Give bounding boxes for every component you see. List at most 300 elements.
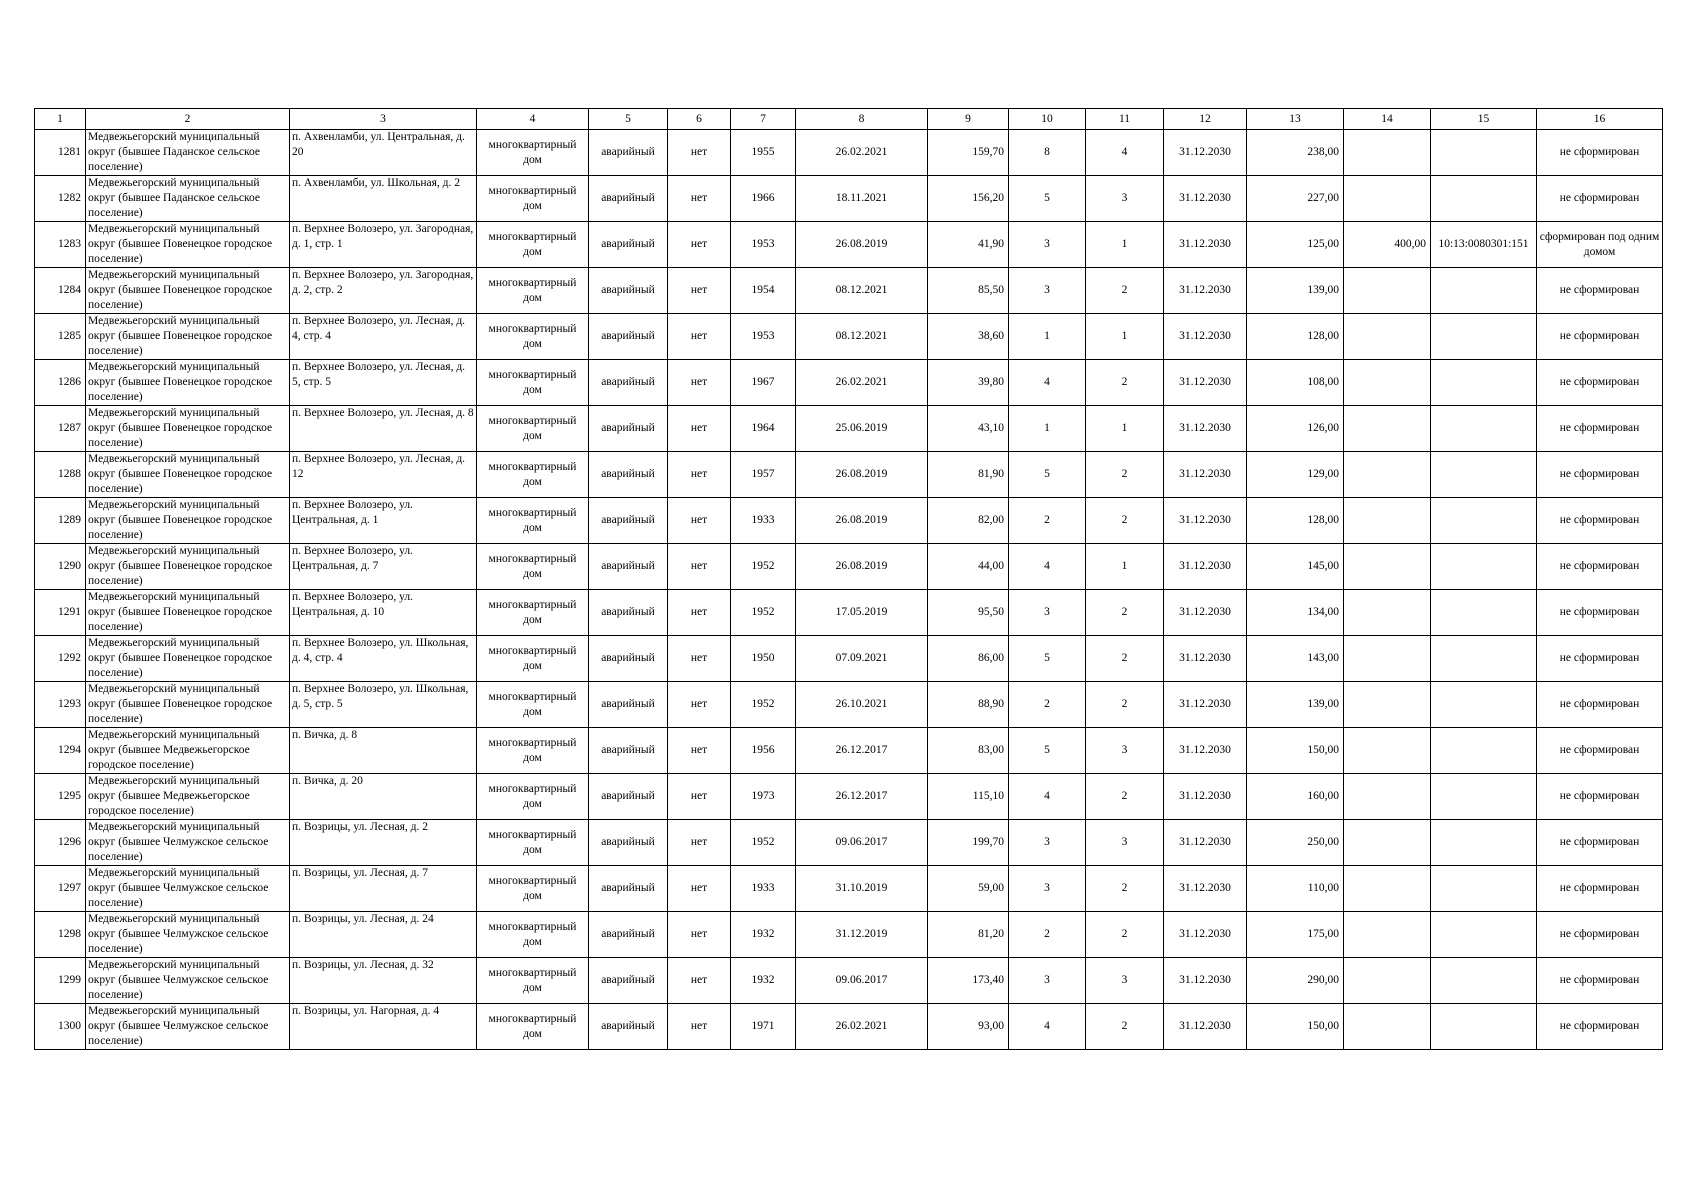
column-number-header: 10 — [1009, 109, 1086, 130]
land-area-cell: 400,00 — [1344, 222, 1431, 268]
municipality-cell: Медвежьегорский муниципальный округ (бывшее Повенецкое городское поселение) — [86, 222, 290, 268]
cadastral-number-cell — [1431, 544, 1537, 590]
year-built-cell: 1957 — [731, 452, 796, 498]
land-area-cell — [1344, 268, 1431, 314]
municipality-cell: Медвежьегорский муниципальный округ (бывшее Медвежьегорское городское поселение) — [86, 774, 290, 820]
land-area-cell — [1344, 590, 1431, 636]
table-row — [35, 820, 1663, 866]
planned-cost-cell: 227,00 — [1247, 176, 1344, 222]
land-area-cell — [1344, 360, 1431, 406]
apartments-cell: 2 — [1086, 498, 1164, 544]
year-built-cell: 1971 — [731, 1004, 796, 1050]
area-cell: 81,90 — [928, 452, 1009, 498]
condition-cell: аварийный — [589, 958, 668, 1004]
land-area-cell — [1344, 498, 1431, 544]
column-number-header: 13 — [1247, 109, 1344, 130]
year-built-cell: 1952 — [731, 682, 796, 728]
table-row — [35, 360, 1663, 406]
condition-cell: аварийный — [589, 1004, 668, 1050]
flag-cell: нет — [668, 452, 731, 498]
resettlement-deadline-cell: 31.12.2030 — [1164, 406, 1247, 452]
land-status-cell: не сформирован — [1537, 590, 1663, 636]
row-number-cell: 1292 — [35, 636, 86, 682]
row-number-cell: 1299 — [35, 958, 86, 1004]
table-row — [35, 544, 1663, 590]
condition-cell: аварийный — [589, 130, 668, 176]
flag-cell: нет — [668, 360, 731, 406]
land-area-cell — [1344, 728, 1431, 774]
row-number-cell: 1285 — [35, 314, 86, 360]
planned-cost-cell: 175,00 — [1247, 912, 1344, 958]
table-row — [35, 314, 1663, 360]
cadastral-number-cell — [1431, 1004, 1537, 1050]
land-status-cell: не сформирован — [1537, 866, 1663, 912]
flag-cell: нет — [668, 268, 731, 314]
table-body — [35, 130, 1663, 1050]
year-built-cell: 1973 — [731, 774, 796, 820]
cadastral-number-cell — [1431, 176, 1537, 222]
municipality-cell: Медвежьегорский муниципальный округ (бывшее Повенецкое городское поселение) — [86, 498, 290, 544]
column-number-header: 6 — [668, 109, 731, 130]
table-row — [35, 176, 1663, 222]
condition-cell: аварийный — [589, 544, 668, 590]
cadastral-number-cell — [1431, 452, 1537, 498]
residents-cell: 1 — [1009, 314, 1086, 360]
flag-cell: нет — [668, 1004, 731, 1050]
land-status-cell: не сформирован — [1537, 728, 1663, 774]
apartments-cell: 2 — [1086, 912, 1164, 958]
row-number-cell: 1288 — [35, 452, 86, 498]
cadastral-number-cell — [1431, 774, 1537, 820]
land-status-cell: не сформирован — [1537, 820, 1663, 866]
land-area-cell — [1344, 866, 1431, 912]
planned-cost-cell: 128,00 — [1247, 314, 1344, 360]
municipality-cell: Медвежьегорский муниципальный округ (бывшее Повенецкое городское поселение) — [86, 636, 290, 682]
land-status-cell: не сформирован — [1537, 130, 1663, 176]
condition-cell: аварийный — [589, 820, 668, 866]
table-row — [35, 130, 1663, 176]
building-type-cell: многоквартирный дом — [477, 544, 589, 590]
planned-cost-cell: 143,00 — [1247, 636, 1344, 682]
row-number-cell: 1289 — [35, 498, 86, 544]
row-number-cell: 1295 — [35, 774, 86, 820]
land-area-cell — [1344, 176, 1431, 222]
recognition-date-cell: 31.10.2019 — [796, 866, 928, 912]
table-row — [35, 866, 1663, 912]
condition-cell: аварийный — [589, 636, 668, 682]
table-row — [35, 912, 1663, 958]
table-row — [35, 452, 1663, 498]
flag-cell: нет — [668, 636, 731, 682]
land-status-cell: не сформирован — [1537, 544, 1663, 590]
area-cell: 95,50 — [928, 590, 1009, 636]
apartments-cell: 2 — [1086, 452, 1164, 498]
year-built-cell: 1956 — [731, 728, 796, 774]
row-number-cell: 1300 — [35, 1004, 86, 1050]
condition-cell: аварийный — [589, 866, 668, 912]
planned-cost-cell: 110,00 — [1247, 866, 1344, 912]
area-cell: 59,00 — [928, 866, 1009, 912]
area-cell: 88,90 — [928, 682, 1009, 728]
address-cell: п. Вичка, д. 8 — [290, 728, 477, 774]
municipality-cell: Медвежьегорский муниципальный округ (бывшее Челмужское сельское поселение) — [86, 820, 290, 866]
cadastral-number-cell — [1431, 636, 1537, 682]
municipality-cell: Медвежьегорский муниципальный округ (бывшее Челмужское сельское поселение) — [86, 912, 290, 958]
residents-cell: 4 — [1009, 1004, 1086, 1050]
year-built-cell: 1953 — [731, 314, 796, 360]
land-area-cell — [1344, 452, 1431, 498]
cadastral-number-cell — [1431, 590, 1537, 636]
column-number-header: 16 — [1537, 109, 1663, 130]
row-number-cell: 1284 — [35, 268, 86, 314]
year-built-cell: 1953 — [731, 222, 796, 268]
land-status-cell: не сформирован — [1537, 268, 1663, 314]
recognition-date-cell: 08.12.2021 — [796, 314, 928, 360]
municipality-cell: Медвежьегорский муниципальный округ (бывшее Повенецкое городское поселение) — [86, 268, 290, 314]
table-row — [35, 682, 1663, 728]
year-built-cell: 1954 — [731, 268, 796, 314]
cadastral-number-cell — [1431, 360, 1537, 406]
condition-cell: аварийный — [589, 728, 668, 774]
row-number-cell: 1297 — [35, 866, 86, 912]
residents-cell: 1 — [1009, 406, 1086, 452]
building-type-cell: многоквартирный дом — [477, 820, 589, 866]
recognition-date-cell: 26.08.2019 — [796, 498, 928, 544]
column-number-header: 15 — [1431, 109, 1537, 130]
recognition-date-cell: 26.08.2019 — [796, 544, 928, 590]
cadastral-number-cell: 10:13:0080301:151 — [1431, 222, 1537, 268]
building-type-cell: многоквартирный дом — [477, 682, 589, 728]
area-cell: 81,20 — [928, 912, 1009, 958]
address-cell: п. Возрицы, ул. Лесная, д. 2 — [290, 820, 477, 866]
land-status-cell: не сформирован — [1537, 176, 1663, 222]
column-number-row — [35, 109, 1663, 130]
apartments-cell: 4 — [1086, 130, 1164, 176]
recognition-date-cell: 26.02.2021 — [796, 360, 928, 406]
planned-cost-cell: 129,00 — [1247, 452, 1344, 498]
land-status-cell: не сформирован — [1537, 452, 1663, 498]
table-row — [35, 268, 1663, 314]
municipality-cell: Медвежьегорский муниципальный округ (бывшее Челмужское сельское поселение) — [86, 1004, 290, 1050]
area-cell: 173,40 — [928, 958, 1009, 1004]
area-cell: 82,00 — [928, 498, 1009, 544]
apartments-cell: 1 — [1086, 222, 1164, 268]
condition-cell: аварийный — [589, 222, 668, 268]
resettlement-deadline-cell: 31.12.2030 — [1164, 222, 1247, 268]
apartments-cell: 2 — [1086, 866, 1164, 912]
address-cell: п. Возрицы, ул. Лесная, д. 24 — [290, 912, 477, 958]
condition-cell: аварийный — [589, 406, 668, 452]
residents-cell: 3 — [1009, 268, 1086, 314]
cadastral-number-cell — [1431, 268, 1537, 314]
residents-cell: 2 — [1009, 682, 1086, 728]
planned-cost-cell: 160,00 — [1247, 774, 1344, 820]
building-type-cell: многоквартирный дом — [477, 958, 589, 1004]
resettlement-deadline-cell: 31.12.2030 — [1164, 314, 1247, 360]
building-type-cell: многоквартирный дом — [477, 222, 589, 268]
resettlement-deadline-cell: 31.12.2030 — [1164, 130, 1247, 176]
residents-cell: 4 — [1009, 544, 1086, 590]
condition-cell: аварийный — [589, 268, 668, 314]
building-type-cell: многоквартирный дом — [477, 360, 589, 406]
area-cell: 38,60 — [928, 314, 1009, 360]
table-row — [35, 222, 1663, 268]
row-number-cell: 1283 — [35, 222, 86, 268]
resettlement-deadline-cell: 31.12.2030 — [1164, 268, 1247, 314]
municipality-cell: Медвежьегорский муниципальный округ (бывшее Повенецкое городское поселение) — [86, 360, 290, 406]
municipality-cell: Медвежьегорский муниципальный округ (бывшее Челмужское сельское поселение) — [86, 958, 290, 1004]
recognition-date-cell: 26.08.2019 — [796, 452, 928, 498]
resettlement-deadline-cell: 31.12.2030 — [1164, 820, 1247, 866]
column-number-header: 11 — [1086, 109, 1164, 130]
cadastral-number-cell — [1431, 130, 1537, 176]
row-number-cell: 1287 — [35, 406, 86, 452]
year-built-cell: 1952 — [731, 544, 796, 590]
row-number-cell: 1291 — [35, 590, 86, 636]
planned-cost-cell: 250,00 — [1247, 820, 1344, 866]
year-built-cell: 1955 — [731, 130, 796, 176]
planned-cost-cell: 139,00 — [1247, 682, 1344, 728]
land-area-cell — [1344, 912, 1431, 958]
land-area-cell — [1344, 130, 1431, 176]
year-built-cell: 1933 — [731, 498, 796, 544]
area-cell: 156,20 — [928, 176, 1009, 222]
recognition-date-cell: 31.12.2019 — [796, 912, 928, 958]
building-type-cell: многоквартирный дом — [477, 130, 589, 176]
land-status-cell: не сформирован — [1537, 498, 1663, 544]
area-cell: 199,70 — [928, 820, 1009, 866]
building-type-cell: многоквартирный дом — [477, 636, 589, 682]
recognition-date-cell: 26.02.2021 — [796, 130, 928, 176]
area-cell: 83,00 — [928, 728, 1009, 774]
flag-cell: нет — [668, 406, 731, 452]
address-cell: п. Верхнее Волозеро, ул. Загородная, д. 1, стр. 1 — [290, 222, 477, 268]
apartments-cell: 2 — [1086, 268, 1164, 314]
residents-cell: 5 — [1009, 452, 1086, 498]
recognition-date-cell: 26.08.2019 — [796, 222, 928, 268]
table-row — [35, 406, 1663, 452]
recognition-date-cell: 18.11.2021 — [796, 176, 928, 222]
residents-cell: 8 — [1009, 130, 1086, 176]
resettlement-deadline-cell: 31.12.2030 — [1164, 360, 1247, 406]
recognition-date-cell: 08.12.2021 — [796, 268, 928, 314]
row-number-cell: 1282 — [35, 176, 86, 222]
cadastral-number-cell — [1431, 498, 1537, 544]
recognition-date-cell: 09.06.2017 — [796, 820, 928, 866]
column-number-header: 5 — [589, 109, 668, 130]
recognition-date-cell: 26.02.2021 — [796, 1004, 928, 1050]
planned-cost-cell: 108,00 — [1247, 360, 1344, 406]
condition-cell: аварийный — [589, 682, 668, 728]
resettlement-deadline-cell: 31.12.2030 — [1164, 1004, 1247, 1050]
flag-cell: нет — [668, 820, 731, 866]
cadastral-number-cell — [1431, 958, 1537, 1004]
condition-cell: аварийный — [589, 176, 668, 222]
apartments-cell: 3 — [1086, 728, 1164, 774]
land-status-cell: не сформирован — [1537, 912, 1663, 958]
address-cell: п. Верхнее Волозеро, ул. Лесная, д. 8 — [290, 406, 477, 452]
municipality-cell: Медвежьегорский муниципальный округ (бывшее Повенецкое городское поселение) — [86, 590, 290, 636]
address-cell: п. Возрицы, ул. Лесная, д. 7 — [290, 866, 477, 912]
resettlement-deadline-cell: 31.12.2030 — [1164, 176, 1247, 222]
resettlement-deadline-cell: 31.12.2030 — [1164, 452, 1247, 498]
area-cell: 85,50 — [928, 268, 1009, 314]
municipality-cell: Медвежьегорский муниципальный округ (бывшее Повенецкое городское поселение) — [86, 452, 290, 498]
condition-cell: аварийный — [589, 360, 668, 406]
apartments-cell: 3 — [1086, 176, 1164, 222]
condition-cell: аварийный — [589, 590, 668, 636]
planned-cost-cell: 145,00 — [1247, 544, 1344, 590]
residents-cell: 3 — [1009, 958, 1086, 1004]
residents-cell: 5 — [1009, 728, 1086, 774]
column-number-header: 14 — [1344, 109, 1431, 130]
land-area-cell — [1344, 1004, 1431, 1050]
column-number-header: 9 — [928, 109, 1009, 130]
recognition-date-cell: 17.05.2019 — [796, 590, 928, 636]
residents-cell: 5 — [1009, 636, 1086, 682]
resettlement-deadline-cell: 31.12.2030 — [1164, 958, 1247, 1004]
land-area-cell — [1344, 544, 1431, 590]
year-built-cell: 1967 — [731, 360, 796, 406]
planned-cost-cell: 126,00 — [1247, 406, 1344, 452]
building-type-cell: многоквартирный дом — [477, 866, 589, 912]
residents-cell: 2 — [1009, 912, 1086, 958]
resettlement-deadline-cell: 31.12.2030 — [1164, 544, 1247, 590]
column-number-header: 3 — [290, 109, 477, 130]
address-cell: п. Верхнее Волозеро, ул. Лесная, д. 4, стр. 4 — [290, 314, 477, 360]
land-status-cell: не сформирован — [1537, 360, 1663, 406]
cadastral-number-cell — [1431, 912, 1537, 958]
land-status-cell: не сформирован — [1537, 774, 1663, 820]
table-row — [35, 1004, 1663, 1050]
building-type-cell: многоквартирный дом — [477, 912, 589, 958]
area-cell: 93,00 — [928, 1004, 1009, 1050]
address-cell: п. Ахвенламби, ул. Школьная, д. 2 — [290, 176, 477, 222]
area-cell: 39,80 — [928, 360, 1009, 406]
planned-cost-cell: 128,00 — [1247, 498, 1344, 544]
address-cell: п. Ахвенламби, ул. Центральная, д. 20 — [290, 130, 477, 176]
resettlement-deadline-cell: 31.12.2030 — [1164, 590, 1247, 636]
flag-cell: нет — [668, 682, 731, 728]
year-built-cell: 1952 — [731, 820, 796, 866]
table-row — [35, 728, 1663, 774]
year-built-cell: 1933 — [731, 866, 796, 912]
recognition-date-cell: 26.12.2017 — [796, 728, 928, 774]
column-number-header: 12 — [1164, 109, 1247, 130]
row-number-cell: 1281 — [35, 130, 86, 176]
apartments-cell: 3 — [1086, 958, 1164, 1004]
residents-cell: 3 — [1009, 866, 1086, 912]
row-number-cell: 1286 — [35, 360, 86, 406]
resettlement-deadline-cell: 31.12.2030 — [1164, 866, 1247, 912]
residents-cell: 3 — [1009, 820, 1086, 866]
address-cell: п. Верхнее Волозеро, ул. Центральная, д. 1 — [290, 498, 477, 544]
municipality-cell: Медвежьегорский муниципальный округ (бывшее Повенецкое городское поселение) — [86, 314, 290, 360]
address-cell: п. Верхнее Волозеро, ул. Центральная, д. 10 — [290, 590, 477, 636]
municipality-cell: Медвежьегорский муниципальный округ (бывшее Повенецкое городское поселение) — [86, 406, 290, 452]
resettlement-deadline-cell: 31.12.2030 — [1164, 728, 1247, 774]
address-cell: п. Верхнее Волозеро, ул. Лесная, д. 12 — [290, 452, 477, 498]
flag-cell: нет — [668, 314, 731, 360]
apartments-cell: 1 — [1086, 544, 1164, 590]
condition-cell: аварийный — [589, 774, 668, 820]
municipality-cell: Медвежьегорский муниципальный округ (бывшее Повенецкое городское поселение) — [86, 544, 290, 590]
column-number-header: 7 — [731, 109, 796, 130]
year-built-cell: 1964 — [731, 406, 796, 452]
year-built-cell: 1952 — [731, 590, 796, 636]
address-cell: п. Верхнее Волозеро, ул. Центральная, д. 7 — [290, 544, 477, 590]
resettlement-deadline-cell: 31.12.2030 — [1164, 636, 1247, 682]
municipality-cell: Медвежьегорский муниципальный округ (бывшее Медвежьегорское городское поселение) — [86, 728, 290, 774]
address-cell: п. Верхнее Волозеро, ул. Школьная, д. 4, стр. 4 — [290, 636, 477, 682]
land-area-cell — [1344, 682, 1431, 728]
apartments-cell: 2 — [1086, 1004, 1164, 1050]
residents-cell: 3 — [1009, 590, 1086, 636]
land-status-cell: не сформирован — [1537, 406, 1663, 452]
table-row — [35, 590, 1663, 636]
apartments-cell: 2 — [1086, 590, 1164, 636]
column-number-header: 4 — [477, 109, 589, 130]
planned-cost-cell: 125,00 — [1247, 222, 1344, 268]
flag-cell: нет — [668, 176, 731, 222]
land-status-cell: не сформирован — [1537, 958, 1663, 1004]
address-cell: п. Верхнее Волозеро, ул. Школьная, д. 5, стр. 5 — [290, 682, 477, 728]
planned-cost-cell: 150,00 — [1247, 1004, 1344, 1050]
area-cell: 44,00 — [928, 544, 1009, 590]
land-area-cell — [1344, 820, 1431, 866]
municipality-cell: Медвежьегорский муниципальный округ (бывшее Паданское сельское поселение) — [86, 130, 290, 176]
building-type-cell: многоквартирный дом — [477, 452, 589, 498]
address-cell: п. Возрицы, ул. Нагорная, д. 4 — [290, 1004, 477, 1050]
flag-cell: нет — [668, 222, 731, 268]
municipality-cell: Медвежьегорский муниципальный округ (бывшее Повенецкое городское поселение) — [86, 682, 290, 728]
table-row — [35, 498, 1663, 544]
table-row — [35, 774, 1663, 820]
year-built-cell: 1950 — [731, 636, 796, 682]
recognition-date-cell: 26.10.2021 — [796, 682, 928, 728]
area-cell: 86,00 — [928, 636, 1009, 682]
year-built-cell: 1932 — [731, 958, 796, 1004]
land-area-cell — [1344, 774, 1431, 820]
row-number-cell: 1293 — [35, 682, 86, 728]
flag-cell: нет — [668, 912, 731, 958]
planned-cost-cell: 238,00 — [1247, 130, 1344, 176]
residents-cell: 4 — [1009, 774, 1086, 820]
apartments-cell: 2 — [1086, 682, 1164, 728]
apartments-cell: 1 — [1086, 314, 1164, 360]
cadastral-number-cell — [1431, 820, 1537, 866]
residents-cell: 2 — [1009, 498, 1086, 544]
recognition-date-cell: 25.06.2019 — [796, 406, 928, 452]
flag-cell: нет — [668, 590, 731, 636]
column-number-header: 2 — [86, 109, 290, 130]
row-number-cell: 1298 — [35, 912, 86, 958]
apartments-cell: 2 — [1086, 360, 1164, 406]
building-type-cell: многоквартирный дом — [477, 176, 589, 222]
flag-cell: нет — [668, 728, 731, 774]
condition-cell: аварийный — [589, 314, 668, 360]
land-area-cell — [1344, 958, 1431, 1004]
row-number-cell: 1294 — [35, 728, 86, 774]
year-built-cell: 1966 — [731, 176, 796, 222]
building-type-cell: многоквартирный дом — [477, 406, 589, 452]
column-number-header: 1 — [35, 109, 86, 130]
planned-cost-cell: 134,00 — [1247, 590, 1344, 636]
flag-cell: нет — [668, 130, 731, 176]
address-cell: п. Верхнее Волозеро, ул. Загородная, д. 2, стр. 2 — [290, 268, 477, 314]
cadastral-number-cell — [1431, 866, 1537, 912]
land-status-cell: не сформирован — [1537, 1004, 1663, 1050]
